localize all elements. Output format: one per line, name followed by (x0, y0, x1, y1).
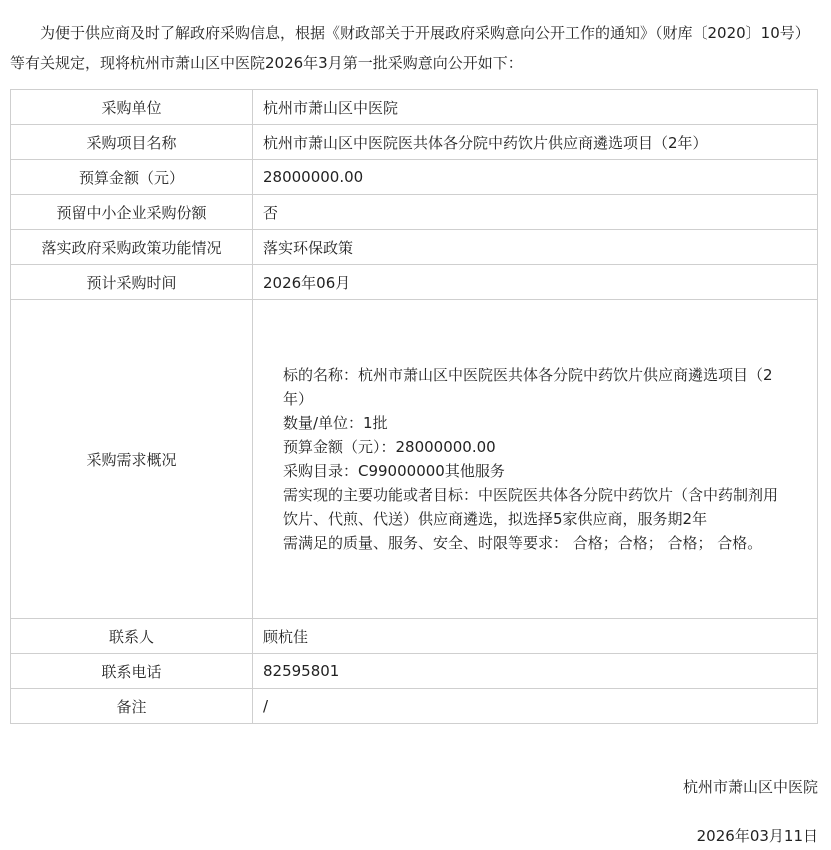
table-row (11, 125, 818, 160)
row-value: 落实环保政策 (253, 230, 818, 265)
row-value: 28000000.00 (253, 160, 818, 195)
intro-paragraph: 为便于供应商及时了解政府采购信息，根据《财政部关于开展政府采购意向公开工作的通知》（财库〔2020〕10号）等有关规定，现将杭州市萧山区中医院2026年3月第一批采购意向公开如下： (10, 24, 810, 72)
table-row (11, 195, 818, 230)
row-label: 联系人 (11, 619, 253, 654)
row-value: / (253, 689, 818, 724)
need-line: 需满足的质量、服务、安全、时限等要求： 合格；合格； 合格； 合格。 (283, 534, 763, 552)
table-row (11, 90, 818, 125)
row-value: 杭州市萧山区中医院医共体各分院中药饮片供应商遴选项目（2年） (253, 125, 818, 160)
needs-summary (253, 300, 818, 619)
row-label: 预留中小企业采购份额 (11, 195, 253, 230)
table-row (11, 619, 818, 654)
row-value: 顾杭佳 (253, 619, 818, 654)
row-label: 采购项目名称 (11, 125, 253, 160)
row-value: 否 (253, 195, 818, 230)
need-line: 预算金额（元）：28000000.00 (283, 438, 496, 456)
need-line: 需实现的主要功能或者目标：中医院医共体各分院中药饮片（含中药制剂用饮片、代煎、代送）供应商遴选，拟选择5家供应商，服务期2年 (283, 486, 779, 528)
table-row (11, 689, 818, 724)
need-line: 标的名称：杭州市萧山区中医院医共体各分院中药饮片供应商遴选项目（2年） (283, 366, 773, 408)
table-row (11, 160, 818, 195)
signature-date: 2026年03月11日 (696, 827, 818, 845)
table-row (11, 230, 818, 265)
table-row (11, 265, 818, 300)
need-line: 数量/单位：1批 (283, 414, 388, 432)
table-row (11, 654, 818, 689)
need-line: 采购目录：C99000000其他服务 (283, 462, 505, 480)
row-label: 落实政府采购政策功能情况 (11, 230, 253, 265)
row-label: 采购单位 (11, 90, 253, 125)
row-label: 预算金额（元） (11, 160, 253, 195)
row-value: 2026年06月 (253, 265, 818, 300)
procurement-intent-table (10, 89, 818, 724)
row-label: 预计采购时间 (11, 265, 253, 300)
row-value: 82595801 (253, 654, 818, 689)
row-label: 备注 (11, 689, 253, 724)
signature-organization: 杭州市萧山区中医院 (682, 778, 818, 796)
row-label: 采购需求概况 (11, 300, 253, 619)
table-row-needs (11, 300, 818, 619)
row-label: 联系电话 (11, 654, 253, 689)
row-value: 杭州市萧山区中医院 (253, 90, 818, 125)
